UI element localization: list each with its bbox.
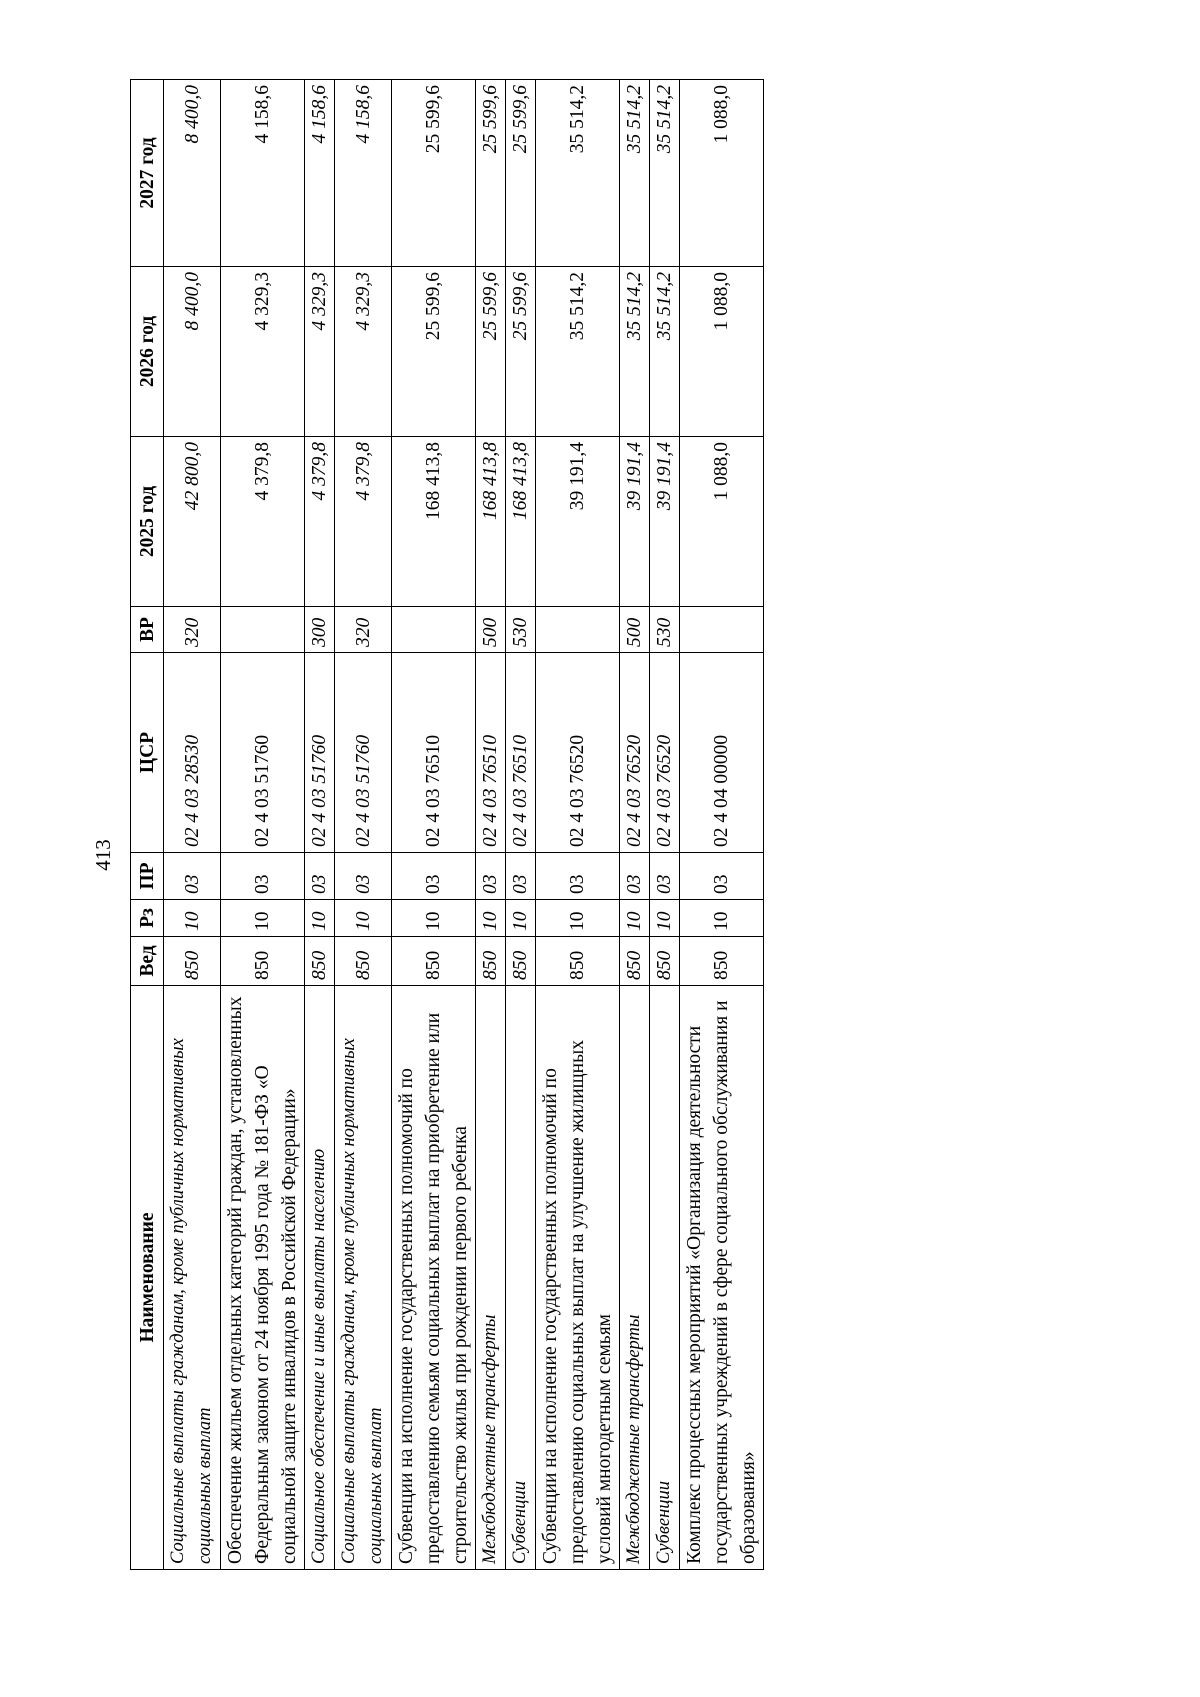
cell-vr: 500 — [620, 607, 650, 653]
table-row — [650, 80, 680, 1570]
cell-ved: 850 — [392, 937, 476, 986]
cell-pr: 03 — [164, 853, 221, 900]
cell-ved: 850 — [476, 937, 506, 986]
cell-vr: 530 — [506, 607, 536, 653]
cell-rz: 10 — [506, 900, 536, 937]
cell-name: Межбюджетные трансферты — [476, 986, 506, 1570]
cell-name: Межбюджетные трансферты — [620, 986, 650, 1570]
cell-2027: 4 158,6 — [305, 80, 335, 267]
cell-rz: 10 — [305, 900, 335, 937]
cell-2025: 42 800,0 — [164, 437, 221, 607]
cell-csr: 02 4 03 28530 — [164, 653, 221, 853]
cell-2025: 1 088,0 — [680, 437, 764, 607]
table-row — [506, 80, 536, 1570]
cell-csr: 02 4 03 51760 — [305, 653, 335, 853]
budget-table — [130, 79, 764, 1570]
cell-pr: 03 — [305, 853, 335, 900]
cell-2025: 168 413,8 — [392, 437, 476, 607]
cell-2027: 25 599,6 — [506, 80, 536, 267]
header-vr: ВР — [131, 607, 164, 653]
cell-rz: 10 — [680, 900, 764, 937]
cell-2025: 39 191,4 — [620, 437, 650, 607]
table-row — [305, 80, 335, 1570]
cell-pr: 03 — [476, 853, 506, 900]
cell-csr: 02 4 03 76510 — [392, 653, 476, 853]
cell-2025: 4 379,8 — [335, 437, 392, 607]
cell-name: Субвенции на исполнение государственных полномочий по предоставлению семьям социальных выплат на приобретение или строительство жилья при рождении первого ребенка — [392, 986, 476, 1570]
cell-name: Субвенции на исполнение государственных полномочий по предоставлению социальных выплат на улучшение жилищных условий многодетным семьям — [536, 986, 620, 1570]
cell-2027: 4 158,6 — [335, 80, 392, 267]
cell-2027: 35 514,2 — [536, 80, 620, 267]
cell-2026: 4 329,3 — [335, 267, 392, 437]
cell-ved: 850 — [536, 937, 620, 986]
cell-2027: 8 400,0 — [164, 80, 221, 267]
cell-vr — [221, 607, 305, 653]
table-row — [620, 80, 650, 1570]
cell-csr: 02 4 03 76520 — [620, 653, 650, 853]
cell-vr: 320 — [335, 607, 392, 653]
budget-table-container — [130, 80, 843, 1570]
cell-ved: 850 — [164, 937, 221, 986]
cell-pr: 03 — [335, 853, 392, 900]
cell-ved: 850 — [221, 937, 305, 986]
cell-2025: 168 413,8 — [506, 437, 536, 607]
table-row — [164, 80, 221, 1570]
cell-2026: 35 514,2 — [650, 267, 680, 437]
page-number: 413 — [90, 839, 115, 871]
cell-2027: 25 599,6 — [392, 80, 476, 267]
cell-vr — [392, 607, 476, 653]
header-2025: 2025 год — [131, 437, 164, 607]
cell-rz: 10 — [620, 900, 650, 937]
cell-ved: 850 — [620, 937, 650, 986]
table-row — [680, 80, 764, 1570]
cell-pr: 03 — [536, 853, 620, 900]
header-pr: ПР — [131, 853, 164, 900]
header-ved: Вед — [131, 937, 164, 986]
cell-csr: 02 4 03 51760 — [221, 653, 305, 853]
cell-2026: 25 599,6 — [506, 267, 536, 437]
cell-vr: 530 — [650, 607, 680, 653]
cell-rz: 10 — [650, 900, 680, 937]
cell-2026: 4 329,3 — [221, 267, 305, 437]
cell-2026: 4 329,3 — [305, 267, 335, 437]
table-row — [476, 80, 506, 1570]
cell-2027: 4 158,6 — [221, 80, 305, 267]
cell-ved: 850 — [506, 937, 536, 986]
cell-name: Социальные выплаты гражданам, кроме публичных нормативных социальных выплат — [335, 986, 392, 1570]
cell-pr: 03 — [620, 853, 650, 900]
header-csr: ЦСР — [131, 653, 164, 853]
cell-name: Субвенции — [506, 986, 536, 1570]
header-name: Наименование — [131, 986, 164, 1570]
cell-pr: 03 — [392, 853, 476, 900]
cell-name: Обеспечение жильем отдельных категорий граждан, установленных Федеральным законом от 24 ноября 1995 года № 181-ФЗ «О социальной защите инвалидов в Российской Федерации» — [221, 986, 305, 1570]
cell-csr: 02 4 03 76510 — [476, 653, 506, 853]
cell-vr — [680, 607, 764, 653]
cell-2026: 35 514,2 — [620, 267, 650, 437]
cell-pr: 03 — [506, 853, 536, 900]
header-row — [131, 80, 164, 1570]
cell-csr: 02 4 03 51760 — [335, 653, 392, 853]
cell-name: Комплекс процессных мероприятий «Организация деятельности государственных учреждений в сфере социального обслуживания и образования» — [680, 986, 764, 1570]
cell-2025: 168 413,8 — [476, 437, 506, 607]
cell-vr: 500 — [476, 607, 506, 653]
cell-csr: 02 4 04 00000 — [680, 653, 764, 853]
cell-csr: 02 4 03 76520 — [536, 653, 620, 853]
cell-rz: 10 — [476, 900, 506, 937]
cell-2026: 25 599,6 — [392, 267, 476, 437]
cell-2027: 35 514,2 — [620, 80, 650, 267]
cell-2025: 4 379,8 — [221, 437, 305, 607]
header-2027: 2027 год — [131, 80, 164, 267]
header-rz: Рз — [131, 900, 164, 937]
cell-name: Субвенции — [650, 986, 680, 1570]
header-2026: 2026 год — [131, 267, 164, 437]
cell-2025: 39 191,4 — [536, 437, 620, 607]
cell-2026: 25 599,6 — [476, 267, 506, 437]
cell-2026: 35 514,2 — [536, 267, 620, 437]
cell-vr — [536, 607, 620, 653]
table-row — [392, 80, 476, 1570]
cell-name: Социальные выплаты гражданам, кроме публичных нормативных социальных выплат — [164, 986, 221, 1570]
cell-vr: 320 — [164, 607, 221, 653]
cell-rz: 10 — [335, 900, 392, 937]
cell-rz: 10 — [221, 900, 305, 937]
table-row — [536, 80, 620, 1570]
cell-rz: 10 — [164, 900, 221, 937]
cell-ved: 850 — [335, 937, 392, 986]
table-row — [221, 80, 305, 1570]
cell-2025: 39 191,4 — [650, 437, 680, 607]
cell-2026: 1 088,0 — [680, 267, 764, 437]
cell-rz: 10 — [392, 900, 476, 937]
cell-2027: 35 514,2 — [650, 80, 680, 267]
cell-2025: 4 379,8 — [305, 437, 335, 607]
cell-rz: 10 — [536, 900, 620, 937]
cell-pr: 03 — [680, 853, 764, 900]
cell-name: Социальное обеспечение и иные выплаты населению — [305, 986, 335, 1570]
cell-2027: 25 599,6 — [476, 80, 506, 267]
cell-pr: 03 — [650, 853, 680, 900]
cell-ved: 850 — [305, 937, 335, 986]
cell-pr: 03 — [221, 853, 305, 900]
cell-ved: 850 — [650, 937, 680, 986]
cell-ved: 850 — [680, 937, 764, 986]
cell-2026: 8 400,0 — [164, 267, 221, 437]
cell-csr: 02 4 03 76520 — [650, 653, 680, 853]
cell-csr: 02 4 03 76510 — [506, 653, 536, 853]
table-row — [335, 80, 392, 1570]
cell-vr: 300 — [305, 607, 335, 653]
cell-2027: 1 088,0 — [680, 80, 764, 267]
